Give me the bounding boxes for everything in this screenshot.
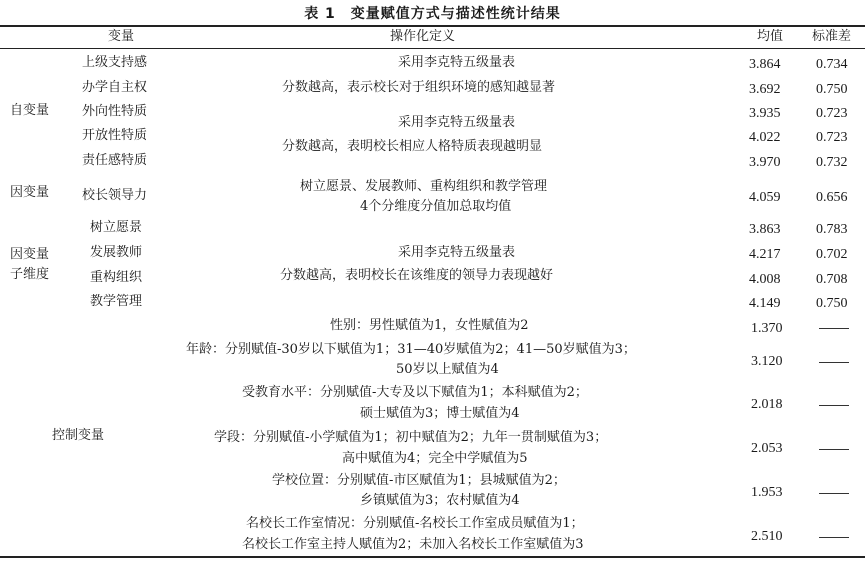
sd-value: 0.732 [816, 155, 848, 170]
header-definition: 操作化定义 [390, 29, 456, 44]
sd-value: 0.702 [816, 247, 848, 262]
var-name: 发展教师 [90, 245, 143, 260]
top-rule [0, 25, 865, 27]
bottom-rule [0, 556, 865, 558]
sd-value: 0.723 [816, 106, 848, 121]
mean-value: 3.863 [749, 222, 781, 237]
control-definition: 受教育水平：分别赋值-大专及以下赋值为1；本科赋值为2； [242, 385, 588, 400]
var-name: 校长领导力 [82, 188, 148, 203]
group-control: 控制变量 [52, 428, 105, 443]
mean-value: 2.018 [751, 397, 783, 412]
definition-text: 分数越高，表明校长在该维度的领导力表现越好 [280, 268, 554, 283]
control-definition: 硕士赋值为3；博士赋值为4 [360, 406, 520, 421]
mean-value: 4.022 [749, 130, 781, 145]
mean-value: 2.053 [751, 441, 783, 456]
control-definition: 学段：分别赋值-小学赋值为1；初中赋值为2；九年一贯制赋值为3； [214, 430, 608, 445]
var-name: 外向性特质 [82, 104, 148, 119]
header-mean: 均值 [757, 29, 784, 44]
sd-dash [819, 449, 849, 450]
control-definition: 名校长工作室主持人赋值为2；未加入名校长工作室赋值为3 [242, 537, 584, 552]
sd-value: 0.734 [816, 57, 848, 72]
control-definition: 乡镇赋值为3；农村赋值为4 [360, 493, 520, 508]
group-independent: 自变量 [10, 103, 50, 118]
var-name: 办学自主权 [82, 80, 148, 95]
mean-value: 4.217 [749, 247, 781, 262]
control-definition: 名校长工作室情况：分别赋值-名校长工作室成员赋值为1； [246, 516, 584, 531]
var-name: 树立愿景 [90, 220, 143, 235]
mean-value: 3.692 [749, 82, 781, 97]
definition-text: 采用李克特五级量表 [398, 115, 516, 130]
mean-value: 3.864 [749, 57, 781, 72]
control-definition: 高中赋值为4；完全中学赋值为5 [342, 451, 528, 466]
sd-dash [819, 493, 849, 494]
mean-value: 4.059 [749, 190, 781, 205]
sd-dash [819, 328, 849, 329]
header-rule [0, 48, 865, 49]
definition-text: 采用李克特五级量表 [398, 55, 516, 70]
sd-dash [819, 362, 849, 363]
group-sub-line2: 子维度 [10, 267, 50, 282]
mean-value: 4.008 [749, 272, 781, 287]
mean-value: 1.370 [751, 321, 783, 336]
header-sd: 标准差 [812, 29, 852, 44]
var-name: 责任感特质 [82, 153, 148, 168]
sd-dash [819, 537, 849, 538]
sd-value: 0.750 [816, 296, 848, 311]
sd-value: 0.750 [816, 82, 848, 97]
definition-text: 分数越高，表明校长相应人格特质表现越明显 [282, 139, 543, 154]
mean-value: 3.935 [749, 106, 781, 121]
mean-value: 4.149 [749, 296, 781, 311]
sd-value: 0.656 [816, 190, 848, 205]
control-definition: 学校位置：分别赋值-市区赋值为1；县城赋值为2； [272, 473, 566, 488]
control-definition: 50岁以上赋值为4 [396, 362, 499, 377]
group-dependent: 因变量 [10, 185, 50, 200]
sd-value: 0.723 [816, 130, 848, 145]
definition-text: 分数越高，表示校长对于组织环境的感知越显著 [282, 80, 556, 95]
mean-value: 1.953 [751, 485, 783, 500]
var-name: 重构组织 [90, 270, 143, 285]
header-variable: 变量 [108, 29, 135, 44]
var-name: 开放性特质 [82, 128, 148, 143]
mean-value: 3.970 [749, 155, 781, 170]
control-definition: 年龄：分别赋值-30岁以下赋值为1；31—40岁赋值为2；41—50岁赋值为3； [186, 342, 636, 357]
var-name: 上级支持感 [82, 55, 148, 70]
sd-value: 0.783 [816, 222, 848, 237]
sd-value: 0.708 [816, 272, 848, 287]
var-name: 教学管理 [90, 294, 143, 309]
sd-dash [819, 405, 849, 406]
group-sub-line1: 因变量 [10, 247, 50, 262]
mean-value: 3.120 [751, 354, 783, 369]
control-definition: 性别：男性赋值为1，女性赋值为2 [330, 318, 529, 333]
mean-value: 2.510 [751, 529, 783, 544]
definition-text: 4个分维度分值加总取均值 [360, 199, 512, 214]
definition-text: 采用李克特五级量表 [398, 245, 516, 260]
definition-text: 树立愿景、发展教师、重构组织和教学管理 [300, 179, 548, 194]
table-title: 表 1 变量赋值方式与描述性统计结果 [304, 6, 561, 22]
